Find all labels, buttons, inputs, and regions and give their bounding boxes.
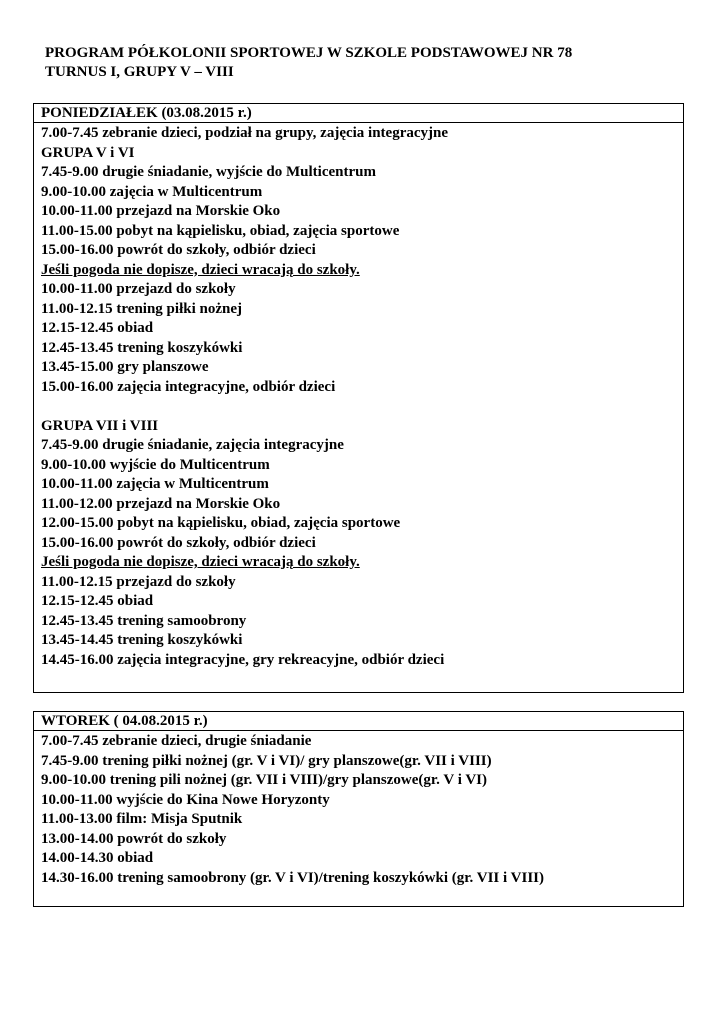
weather-note: Jeśli pogoda nie dopisze, dzieci wracają do szkoły. bbox=[41, 554, 360, 570]
schedule-line: 7.45-9.00 trening piłki nożnej (gr. V i VI)/ gry planszowe(gr. VII i VIII) bbox=[41, 752, 492, 769]
schedule-line: 11.00-12.15 trening piłki nożnej bbox=[41, 300, 242, 317]
schedule-line: 13.45-15.00 gry planszowe bbox=[41, 359, 209, 375]
group-title: GRUPA V i VI bbox=[41, 144, 135, 161]
group-title: GRUPA VII i VIII bbox=[41, 417, 159, 434]
schedule-line: 14.30-16.00 trening samoobrony (gr. V i VI)/trening koszykówki (gr. VII i VIII) bbox=[41, 869, 544, 886]
monday-body bbox=[34, 123, 683, 670]
schedule-line: 12.15-12.45 obiad bbox=[41, 320, 154, 336]
schedule-line: 7.00-7.45 zebranie dzieci, podział na grupy, zajęcia integracyjne bbox=[41, 125, 449, 141]
schedule-line: 15.00-16.00 powrót do szkoły, odbiór dzieci bbox=[41, 242, 316, 258]
schedule-line: 15.00-16.00 zajęcia integracyjne, odbiór dzieci bbox=[41, 378, 336, 395]
schedule-line: 7.00-7.45 zebranie dzieci, drugie śniadanie bbox=[41, 733, 312, 749]
schedule-line: 7.45-9.00 drugie śniadanie, wyjście do Multicentrum bbox=[41, 164, 376, 180]
schedule-line: 11.00-12.00 przejazd na Morskie Oko bbox=[41, 495, 281, 512]
schedule-line: 7.45-9.00 drugie śniadanie, zajęcia integracyjne bbox=[41, 437, 344, 453]
schedule-line: 10.00-11.00 wyjście do Kina Nowe Horyzonty bbox=[41, 791, 330, 808]
schedule-line: 11.00-12.15 przejazd do szkoły bbox=[41, 573, 236, 590]
tuesday-header: WTOREK ( 04.08.2015 r.) bbox=[34, 712, 683, 731]
schedule-line: 11.00-15.00 pobyt na kąpielisku, obiad, zajęcia sportowe bbox=[41, 222, 400, 239]
schedule-line: 12.45-13.45 trening koszykówki bbox=[41, 339, 243, 356]
schedule-line: 14.00-14.30 obiad bbox=[41, 850, 154, 866]
schedule-line: 10.00-11.00 zajęcia w Multicentrum bbox=[41, 476, 269, 492]
schedule-line: 12.00-15.00 pobyt na kąpielisku, obiad, zajęcia sportowe bbox=[41, 515, 401, 531]
monday-schedule-box bbox=[33, 103, 684, 693]
schedule-line: 9.00-10.00 wyjście do Multicentrum bbox=[41, 456, 270, 473]
title-line-2: TURNUS I, GRUPY V – VIII bbox=[45, 64, 234, 80]
tuesday-schedule-box bbox=[33, 711, 684, 907]
schedule-line: 14.45-16.00 zajęcia integracyjne, gry rekreacyjne, odbiór dzieci bbox=[41, 651, 445, 668]
schedule-line: 10.00-11.00 przejazd do szkoły bbox=[41, 281, 236, 297]
monday-header: PONIEDZIAŁEK (03.08.2015 r.) bbox=[34, 104, 683, 123]
schedule-line: 9.00-10.00 trening pili nożnej (gr. VII i VIII)/gry planszowe(gr. V i VI) bbox=[41, 772, 488, 788]
schedule-line: 9.00-10.00 zajęcia w Multicentrum bbox=[41, 183, 263, 200]
document-title bbox=[45, 44, 572, 82]
title-line-1: PROGRAM PÓŁKOLONII SPORTOWEJ W SZKOLE PODSTAWOWEJ NR 78 bbox=[45, 45, 573, 61]
schedule-line: 12.45-13.45 trening samoobrony bbox=[41, 612, 247, 629]
weather-note: Jeśli pogoda nie dopisze, dzieci wracają do szkoły. bbox=[41, 261, 360, 278]
schedule-line: 10.00-11.00 przejazd na Morskie Oko bbox=[41, 203, 281, 219]
schedule-line: 15.00-16.00 powrót do szkoły, odbiór dzieci bbox=[41, 534, 316, 551]
schedule-line: 11.00-13.00 film: Misja Sputnik bbox=[41, 811, 243, 827]
schedule-line: 13.00-14.00 powrót do szkoły bbox=[41, 830, 227, 847]
spacer bbox=[41, 397, 683, 417]
schedule-line: 12.15-12.45 obiad bbox=[41, 593, 154, 609]
tuesday-body bbox=[34, 731, 683, 888]
schedule-line: 13.45-14.45 trening koszykówki bbox=[41, 632, 243, 648]
